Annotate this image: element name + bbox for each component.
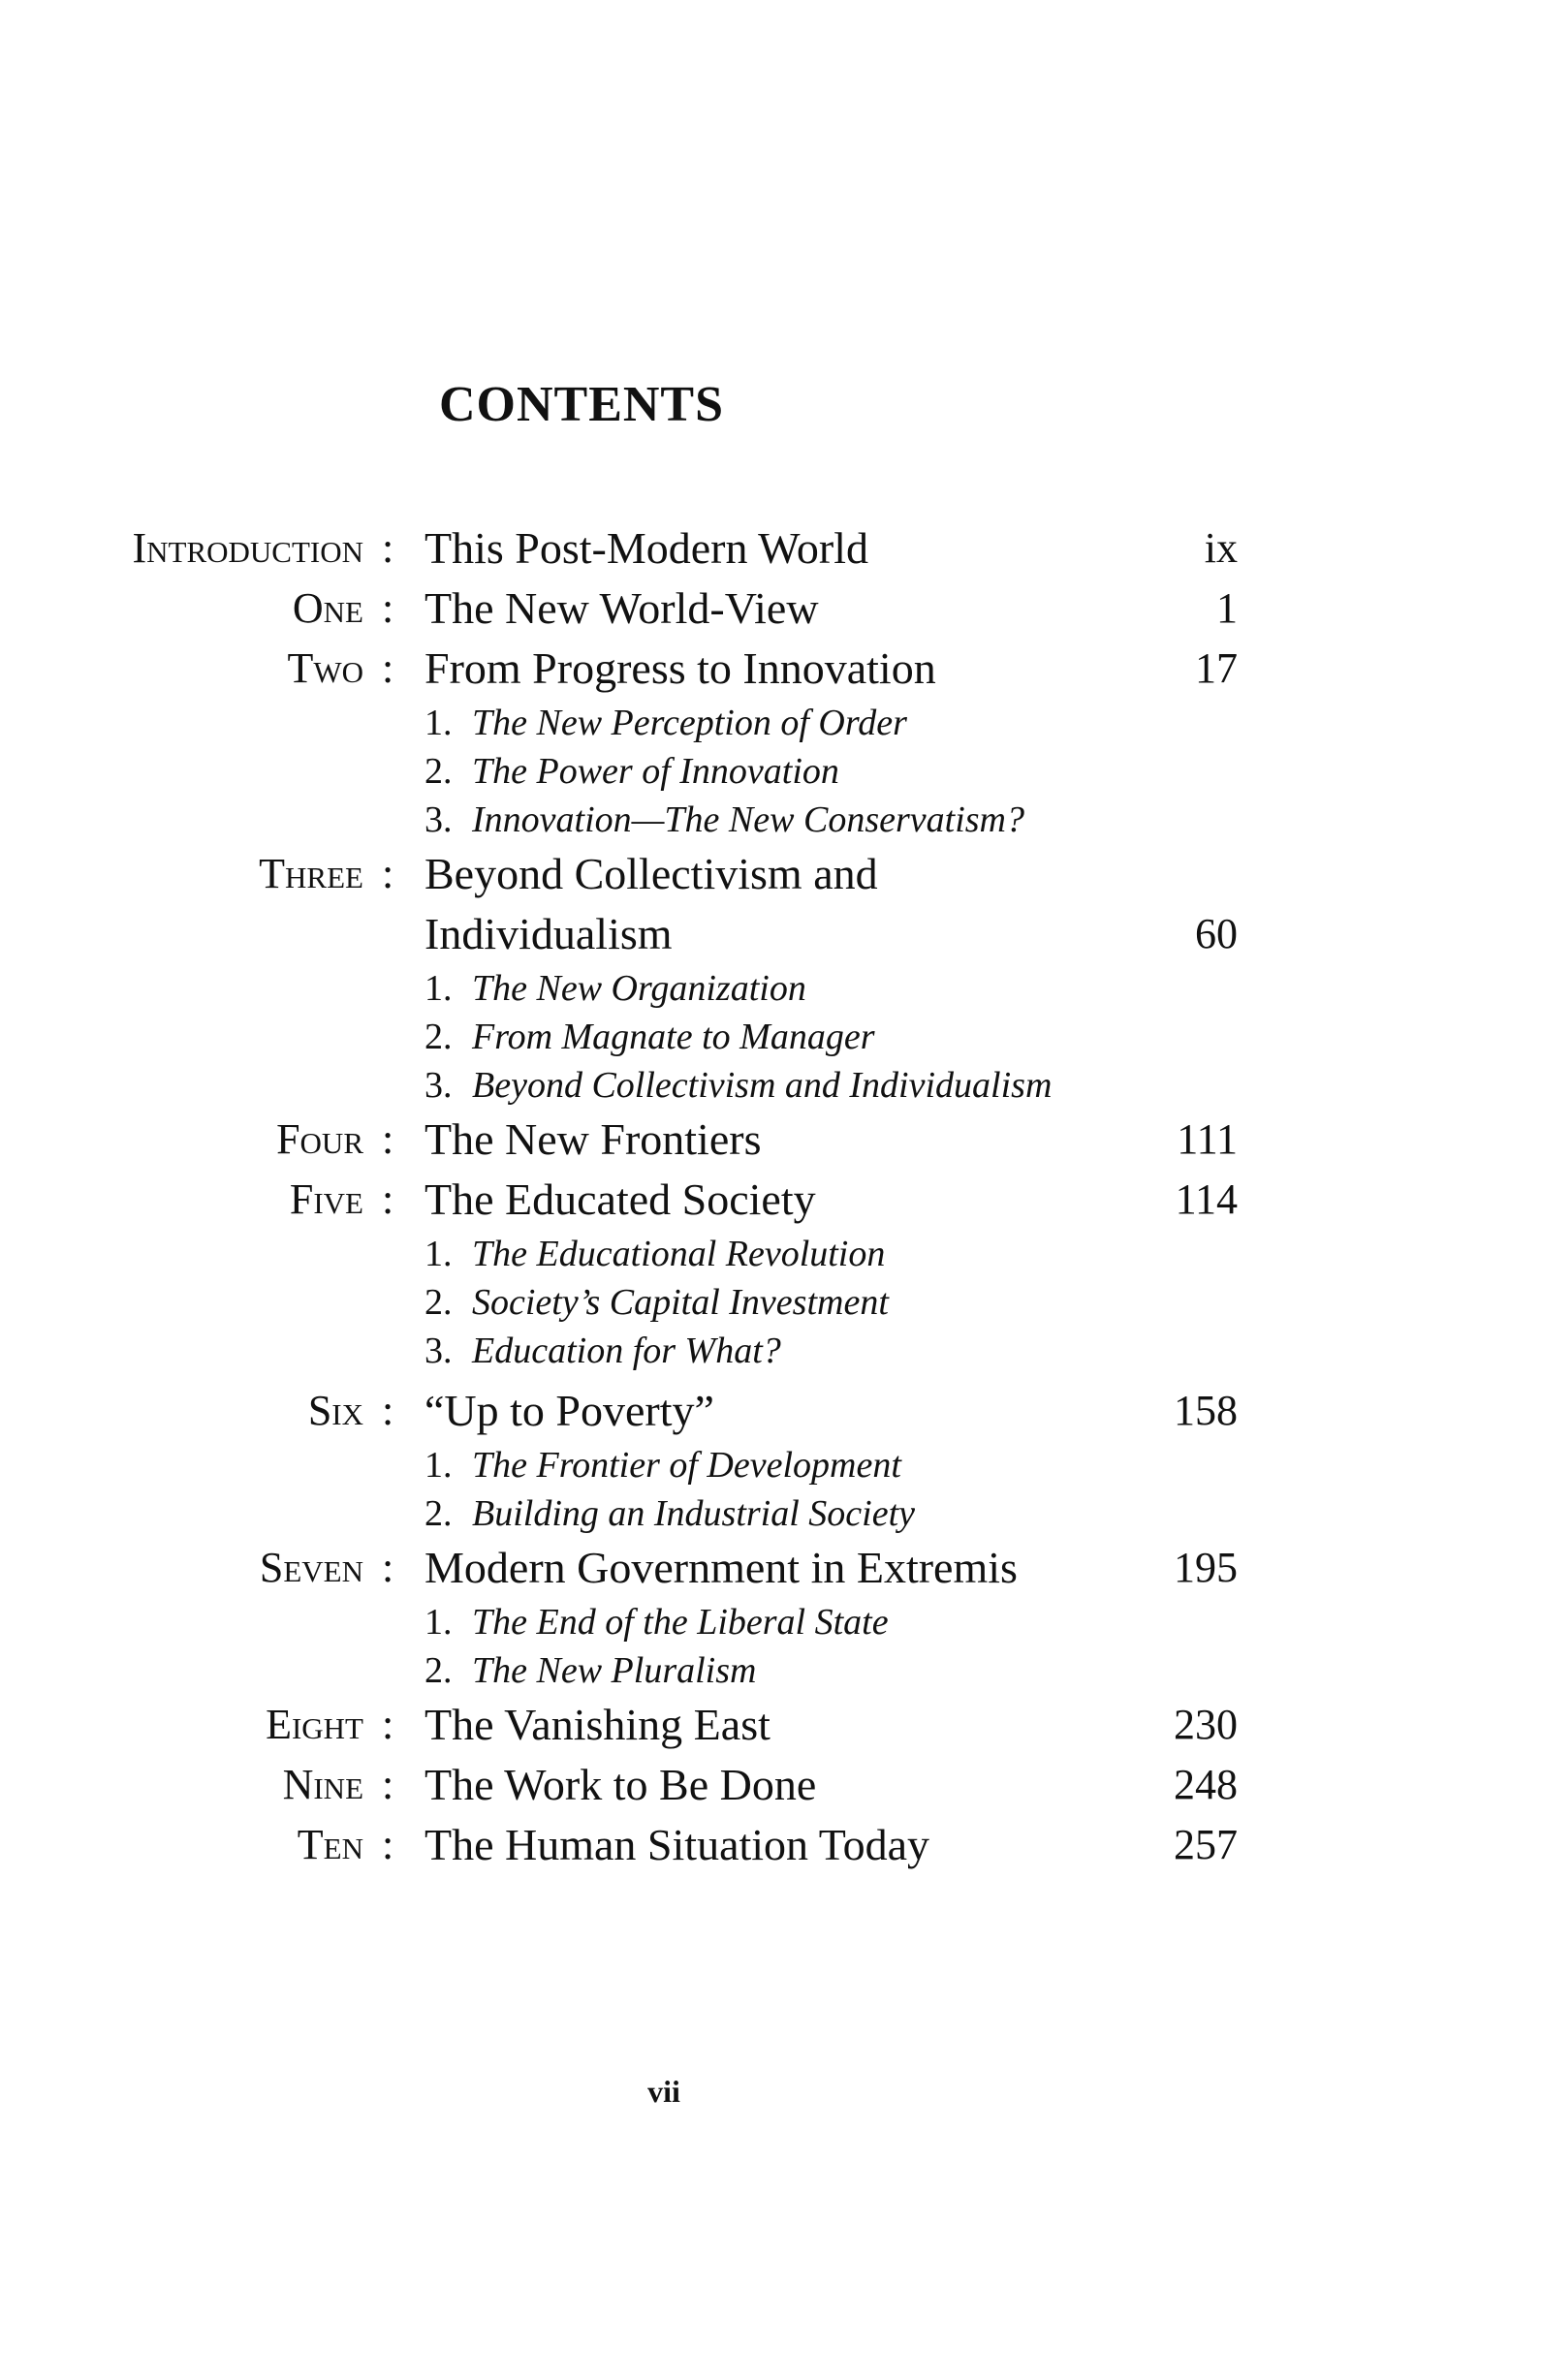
section-number: 1.: [425, 968, 453, 1009]
page-folio: vii: [647, 2074, 680, 2109]
section-number: 1.: [425, 1234, 453, 1274]
section-title: The New Pluralism: [472, 1650, 757, 1691]
page-number: 195: [1174, 1544, 1238, 1591]
section-item[interactable]: [0, 747, 1541, 796]
section-title: From Magnate to Manager: [472, 1017, 875, 1057]
separator-colon: :: [382, 644, 394, 692]
chapter-title: The New World-View: [425, 583, 819, 633]
section-number: 1.: [425, 703, 453, 743]
section-number: 3.: [425, 799, 453, 840]
section-title: The Educational Revolution: [472, 1234, 886, 1274]
toc-entry-seven[interactable]: [0, 1538, 1541, 1598]
section-number: 1.: [425, 1445, 453, 1486]
section-title: The Frontier of Development: [472, 1445, 901, 1486]
toc-entry-six[interactable]: [0, 1381, 1541, 1441]
chapter-label: Five: [289, 1175, 363, 1223]
section-item[interactable]: [0, 1278, 1541, 1327]
chapter-title: The Human Situation Today: [425, 1820, 930, 1869]
section-item[interactable]: [0, 1013, 1541, 1061]
toc-entry-introduction[interactable]: [0, 518, 1541, 579]
page-number: 114: [1175, 1175, 1238, 1223]
section-item[interactable]: [0, 1230, 1541, 1278]
page-number: 158: [1174, 1387, 1238, 1434]
page-number: 1: [1216, 584, 1238, 632]
separator-colon: :: [382, 584, 394, 632]
section-item[interactable]: [0, 1327, 1541, 1375]
section-title: The New Organization: [472, 968, 806, 1009]
section-item[interactable]: [0, 1061, 1541, 1110]
separator-colon: :: [382, 1701, 394, 1748]
separator-colon: :: [382, 524, 394, 572]
section-item[interactable]: [0, 964, 1541, 1013]
chapter-title-line2: Individualism: [425, 909, 673, 958]
separator-colon: :: [382, 850, 394, 897]
page-title: CONTENTS: [438, 377, 725, 432]
section-number: 2.: [425, 1493, 453, 1534]
section-title: Building an Industrial Society: [472, 1493, 916, 1534]
chapter-label: Four: [276, 1115, 363, 1163]
section-item[interactable]: [0, 796, 1541, 844]
toc-entry-eight[interactable]: [0, 1695, 1541, 1755]
chapter-title: This Post-Modern World: [425, 523, 869, 573]
page-number: 17: [1195, 644, 1238, 692]
chapter-label: Ten: [297, 1821, 363, 1868]
page-number: 111: [1177, 1115, 1238, 1163]
section-number: 2.: [425, 1017, 453, 1057]
section-title: Beyond Collectivism and Individualism: [472, 1065, 1053, 1106]
section-item[interactable]: [0, 1441, 1541, 1489]
section-title: Innovation—The New Conservatism?: [472, 799, 1024, 840]
page-number: 248: [1174, 1761, 1238, 1808]
section-item[interactable]: [0, 1646, 1541, 1695]
section-title: The End of the Liberal State: [472, 1602, 889, 1643]
page-number: 60: [1195, 910, 1238, 957]
section-item[interactable]: [0, 1598, 1541, 1646]
chapter-label: Six: [307, 1387, 363, 1434]
separator-colon: :: [382, 1544, 394, 1591]
toc-entry-one[interactable]: [0, 579, 1541, 639]
chapter-title: The New Frontiers: [425, 1114, 762, 1164]
chapter-label: One: [292, 584, 363, 632]
section-number: 2.: [425, 1282, 453, 1323]
chapter-label: Two: [287, 644, 363, 692]
section-item[interactable]: [0, 699, 1541, 747]
toc-entry-five[interactable]: [0, 1170, 1541, 1230]
chapter-title: The Educated Society: [425, 1174, 816, 1224]
separator-colon: :: [382, 1761, 394, 1808]
section-number: 1.: [425, 1602, 453, 1643]
section-number: 3.: [425, 1331, 453, 1371]
section-title: The New Perception of Order: [472, 703, 907, 743]
section-number: 2.: [425, 1650, 453, 1691]
section-title: Education for What?: [472, 1331, 781, 1371]
toc-entry-three[interactable]: [0, 844, 1541, 904]
separator-colon: :: [382, 1175, 394, 1223]
section-item[interactable]: [0, 1489, 1541, 1538]
section-number: 3.: [425, 1065, 453, 1106]
section-title: Society’s Capital Investment: [472, 1282, 889, 1323]
chapter-title: Beyond Collectivism and: [425, 849, 878, 898]
toc-entry-ten[interactable]: [0, 1815, 1541, 1875]
chapter-label: Introduction: [132, 524, 363, 572]
section-title: The Power of Innovation: [472, 751, 839, 792]
toc-entry-two[interactable]: [0, 639, 1541, 699]
section-number: 2.: [425, 751, 453, 792]
separator-colon: :: [382, 1387, 394, 1434]
chapter-title: Modern Government in Extremis: [425, 1543, 1018, 1592]
separator-colon: :: [382, 1821, 394, 1868]
toc-entry-nine[interactable]: [0, 1755, 1541, 1815]
chapter-title: “Up to Poverty”: [425, 1386, 714, 1435]
table-of-contents: [0, 518, 1541, 1875]
chapter-title: The Work to Be Done: [425, 1760, 817, 1809]
separator-colon: :: [382, 1115, 394, 1163]
page-number: 230: [1174, 1701, 1238, 1748]
page-number: ix: [1204, 524, 1238, 572]
chapter-title: From Progress to Innovation: [425, 643, 936, 693]
chapter-label: Nine: [282, 1761, 363, 1808]
chapter-title: The Vanishing East: [425, 1700, 770, 1749]
toc-entry-three-continued[interactable]: [0, 904, 1541, 964]
toc-entry-four[interactable]: [0, 1110, 1541, 1170]
chapter-label: Three: [259, 850, 363, 897]
chapter-label: Seven: [259, 1544, 363, 1591]
page-number: 257: [1174, 1821, 1238, 1868]
chapter-label: Eight: [266, 1701, 363, 1748]
